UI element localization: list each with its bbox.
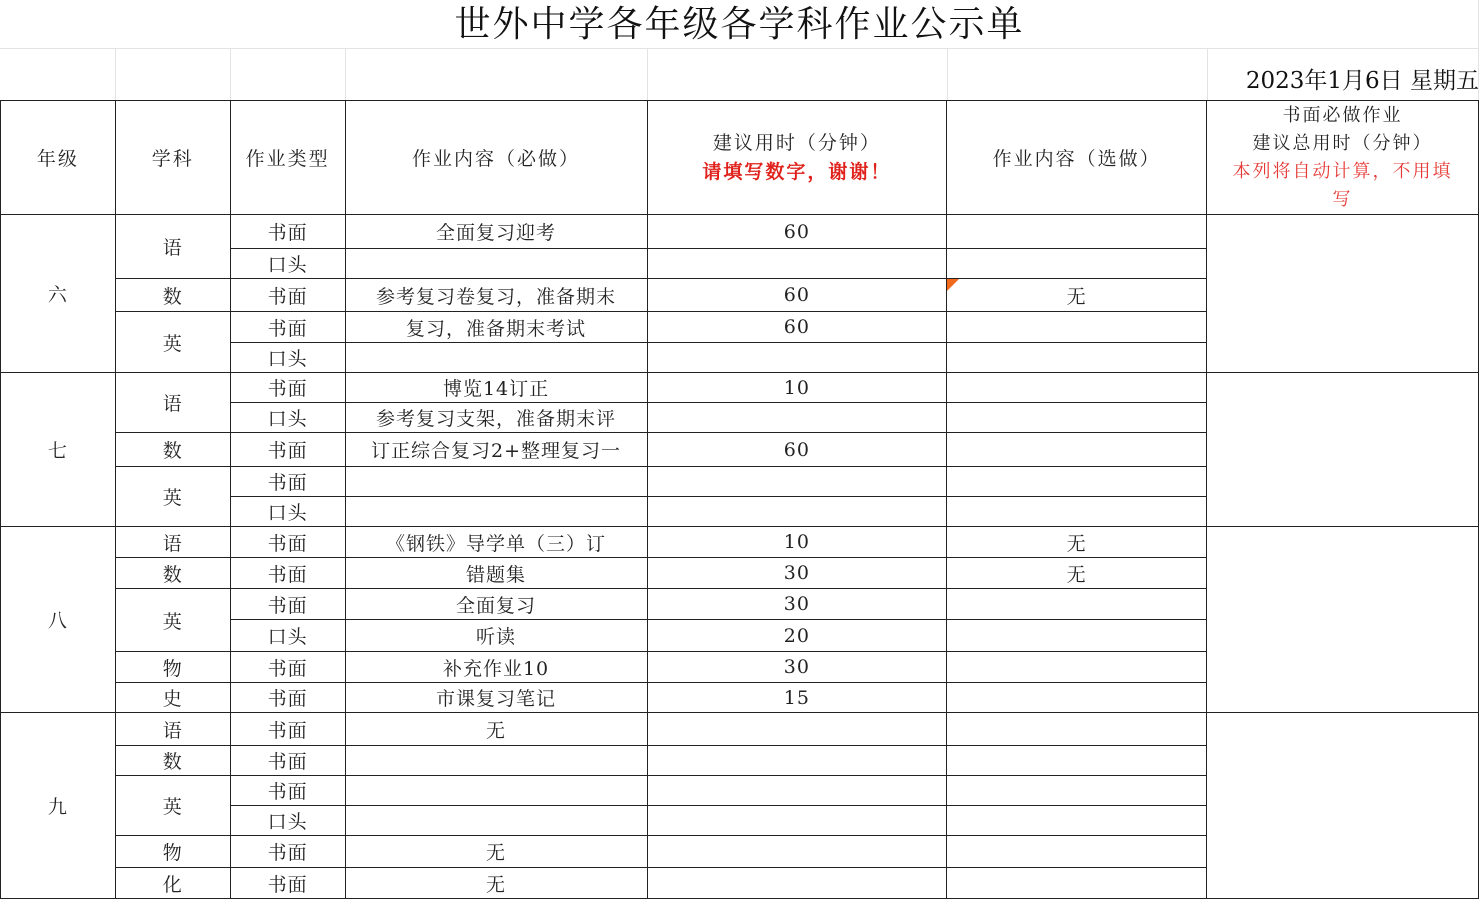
subject-cell[interactable]: 史 xyxy=(115,683,230,713)
header-type[interactable]: 作业类型 xyxy=(230,101,345,215)
content-cell[interactable] xyxy=(345,497,647,527)
type-cell[interactable]: 口头 xyxy=(230,343,345,373)
time-cell[interactable] xyxy=(647,868,947,899)
content-cell[interactable] xyxy=(345,343,647,373)
type-cell[interactable]: 口头 xyxy=(230,620,345,652)
type-cell[interactable]: 书面 xyxy=(230,527,345,558)
optional-cell[interactable] xyxy=(947,497,1207,527)
time-cell[interactable]: 60 xyxy=(647,279,947,312)
content-cell[interactable] xyxy=(345,806,647,836)
optional-cell[interactable] xyxy=(947,433,1207,467)
time-cell[interactable]: 10 xyxy=(647,373,947,403)
subject-cell[interactable]: 英 xyxy=(115,589,230,652)
optional-cell[interactable] xyxy=(947,467,1207,497)
subject-cell[interactable]: 英 xyxy=(115,776,230,836)
content-cell[interactable]: 博览14订正 xyxy=(345,373,647,403)
type-cell[interactable]: 书面 xyxy=(230,713,345,746)
optional-cell[interactable] xyxy=(947,343,1207,373)
time-cell[interactable]: 60 xyxy=(647,433,947,467)
content-cell[interactable] xyxy=(345,746,647,776)
table-row xyxy=(1,713,1479,746)
content-cell[interactable]: 参考复习支架，准备期末评 xyxy=(345,403,647,433)
subject-cell[interactable]: 物 xyxy=(115,836,230,868)
content-cell[interactable]: 全面复习迎考 xyxy=(345,215,647,249)
time-cell[interactable]: 60 xyxy=(647,215,947,249)
content-cell[interactable] xyxy=(345,249,647,279)
type-cell[interactable]: 书面 xyxy=(230,836,345,868)
grade-cell[interactable]: 六 xyxy=(1,215,116,373)
total-cell[interactable] xyxy=(1207,215,1479,373)
time-cell[interactable]: 10 xyxy=(647,527,947,558)
optional-cell[interactable] xyxy=(947,279,1207,312)
content-cell[interactable] xyxy=(345,467,647,497)
optional-cell[interactable] xyxy=(947,373,1207,403)
optional-cell[interactable] xyxy=(947,713,1207,746)
type-cell[interactable]: 书面 xyxy=(230,373,345,403)
type-cell[interactable]: 书面 xyxy=(230,746,345,776)
header-time-note: 请填写数字，谢谢！ xyxy=(702,160,892,183)
type-cell[interactable]: 书面 xyxy=(230,776,345,806)
comment-indicator-icon[interactable] xyxy=(947,279,959,291)
subject-cell[interactable]: 数 xyxy=(115,279,230,312)
date-cell[interactable]: 2023年1月6日 星期五 xyxy=(1245,68,1479,94)
type-cell[interactable]: 书面 xyxy=(230,589,345,620)
time-cell[interactable] xyxy=(647,467,947,497)
grade-cell[interactable]: 七 xyxy=(1,373,116,527)
content-cell[interactable]: 订正综合复习2+整理复习一 xyxy=(345,433,647,467)
content-cell[interactable]: 无 xyxy=(345,713,647,746)
optional-cell[interactable] xyxy=(947,836,1207,868)
optional-cell[interactable] xyxy=(947,312,1207,343)
table-row xyxy=(1,527,1479,558)
header-subject[interactable]: 学科 xyxy=(115,101,230,215)
subject-cell[interactable]: 英 xyxy=(115,312,230,373)
header-content-optional[interactable]: 作业内容（选做） xyxy=(947,101,1207,215)
type-cell[interactable]: 口头 xyxy=(230,249,345,279)
time-cell[interactable] xyxy=(647,249,947,279)
content-cell[interactable]: 《钢铁》导学单（三）订 xyxy=(345,527,647,558)
total-cell[interactable] xyxy=(1207,713,1479,899)
optional-cell[interactable] xyxy=(947,806,1207,836)
content-cell[interactable]: 错题集 xyxy=(345,558,647,589)
optional-cell-text: 无 xyxy=(1066,285,1087,308)
time-cell[interactable] xyxy=(647,497,947,527)
time-cell[interactable] xyxy=(647,746,947,776)
content-cell[interactable]: 参考复习卷复习，准备期末 xyxy=(345,279,647,312)
header-total-sublabel: 建议总用时（分钟） xyxy=(1252,132,1433,154)
content-cell[interactable]: 听读 xyxy=(345,620,647,652)
time-cell[interactable]: 60 xyxy=(647,312,947,343)
type-cell[interactable]: 书面 xyxy=(230,215,345,249)
gridline xyxy=(0,48,1479,49)
content-cell[interactable]: 全面复习 xyxy=(345,589,647,620)
gridline xyxy=(647,48,648,100)
optional-cell[interactable] xyxy=(947,683,1207,713)
optional-cell[interactable] xyxy=(947,776,1207,806)
time-cell[interactable]: 30 xyxy=(647,652,947,683)
optional-cell[interactable] xyxy=(947,589,1207,620)
type-cell[interactable]: 书面 xyxy=(230,279,345,312)
subject-cell[interactable]: 语 xyxy=(115,713,230,746)
time-cell[interactable] xyxy=(647,776,947,806)
content-cell[interactable]: 市课复习笔记 xyxy=(345,683,647,713)
type-cell[interactable]: 书面 xyxy=(230,467,345,497)
table-row xyxy=(1,215,1479,249)
homework-table xyxy=(0,100,1479,899)
time-cell[interactable]: 15 xyxy=(647,683,947,713)
time-cell[interactable] xyxy=(647,806,947,836)
total-cell[interactable] xyxy=(1207,373,1479,527)
type-cell[interactable]: 口头 xyxy=(230,403,345,433)
type-cell[interactable]: 书面 xyxy=(230,558,345,589)
optional-cell[interactable] xyxy=(947,215,1207,249)
optional-cell[interactable] xyxy=(947,652,1207,683)
subject-cell[interactable]: 语 xyxy=(115,215,230,279)
subject-cell[interactable]: 语 xyxy=(115,373,230,433)
table-row xyxy=(1,373,1479,403)
type-cell[interactable]: 书面 xyxy=(230,312,345,343)
type-cell[interactable]: 书面 xyxy=(230,868,345,899)
header-total-label: 书面必做作业 xyxy=(1282,104,1403,126)
optional-cell[interactable]: 无 xyxy=(947,527,1207,558)
optional-cell[interactable] xyxy=(947,746,1207,776)
optional-cell[interactable]: 无 xyxy=(947,558,1207,589)
header-grade[interactable]: 年级 xyxy=(1,101,116,215)
time-cell[interactable]: 30 xyxy=(647,589,947,620)
type-cell[interactable]: 书面 xyxy=(230,683,345,713)
subject-cell[interactable]: 物 xyxy=(115,652,230,683)
header-time-label: 建议用时（分钟） xyxy=(712,131,881,154)
header-total-note-cont: 写 xyxy=(1332,188,1353,210)
optional-cell[interactable] xyxy=(947,403,1207,433)
total-cell[interactable] xyxy=(1207,527,1479,713)
time-cell[interactable]: 30 xyxy=(647,558,947,589)
content-cell[interactable]: 复习，准备期末考试 xyxy=(345,312,647,343)
gridline xyxy=(947,48,948,100)
time-cell[interactable] xyxy=(647,403,947,433)
type-cell[interactable]: 口头 xyxy=(230,806,345,836)
header-content-required[interactable]: 作业内容（必做） xyxy=(345,101,647,215)
time-cell[interactable] xyxy=(647,836,947,868)
optional-cell[interactable] xyxy=(947,249,1207,279)
subject-cell[interactable]: 英 xyxy=(115,467,230,527)
subject-cell[interactable]: 数 xyxy=(115,558,230,589)
type-cell[interactable]: 口头 xyxy=(230,497,345,527)
time-cell[interactable] xyxy=(647,713,947,746)
subject-cell[interactable]: 化 xyxy=(115,868,230,899)
sheet-title[interactable]: 世外中学各年级各学科作业公示单 xyxy=(454,4,1025,45)
content-cell[interactable]: 补充作业10 xyxy=(345,652,647,683)
time-cell[interactable]: 20 xyxy=(647,620,947,652)
gridline xyxy=(115,48,116,100)
type-cell[interactable]: 书面 xyxy=(230,433,345,467)
header-total-time[interactable] xyxy=(1207,101,1479,215)
gridline xyxy=(230,48,231,100)
content-cell[interactable]: 无 xyxy=(345,868,647,899)
time-cell[interactable] xyxy=(647,343,947,373)
optional-cell[interactable] xyxy=(947,620,1207,652)
subject-cell[interactable]: 语 xyxy=(115,527,230,558)
content-cell[interactable]: 无 xyxy=(345,836,647,868)
subject-cell[interactable]: 数 xyxy=(115,746,230,776)
gridline xyxy=(345,48,346,100)
header-row xyxy=(1,101,1479,215)
grade-cell[interactable]: 九 xyxy=(1,713,116,899)
header-suggested-time[interactable] xyxy=(647,101,947,215)
optional-cell[interactable] xyxy=(947,868,1207,899)
header-total-note: 本列将自动计算，不用填 xyxy=(1232,160,1453,182)
type-cell[interactable]: 书面 xyxy=(230,652,345,683)
subject-cell[interactable]: 数 xyxy=(115,433,230,467)
content-cell[interactable] xyxy=(345,776,647,806)
grade-cell[interactable]: 八 xyxy=(1,527,116,713)
